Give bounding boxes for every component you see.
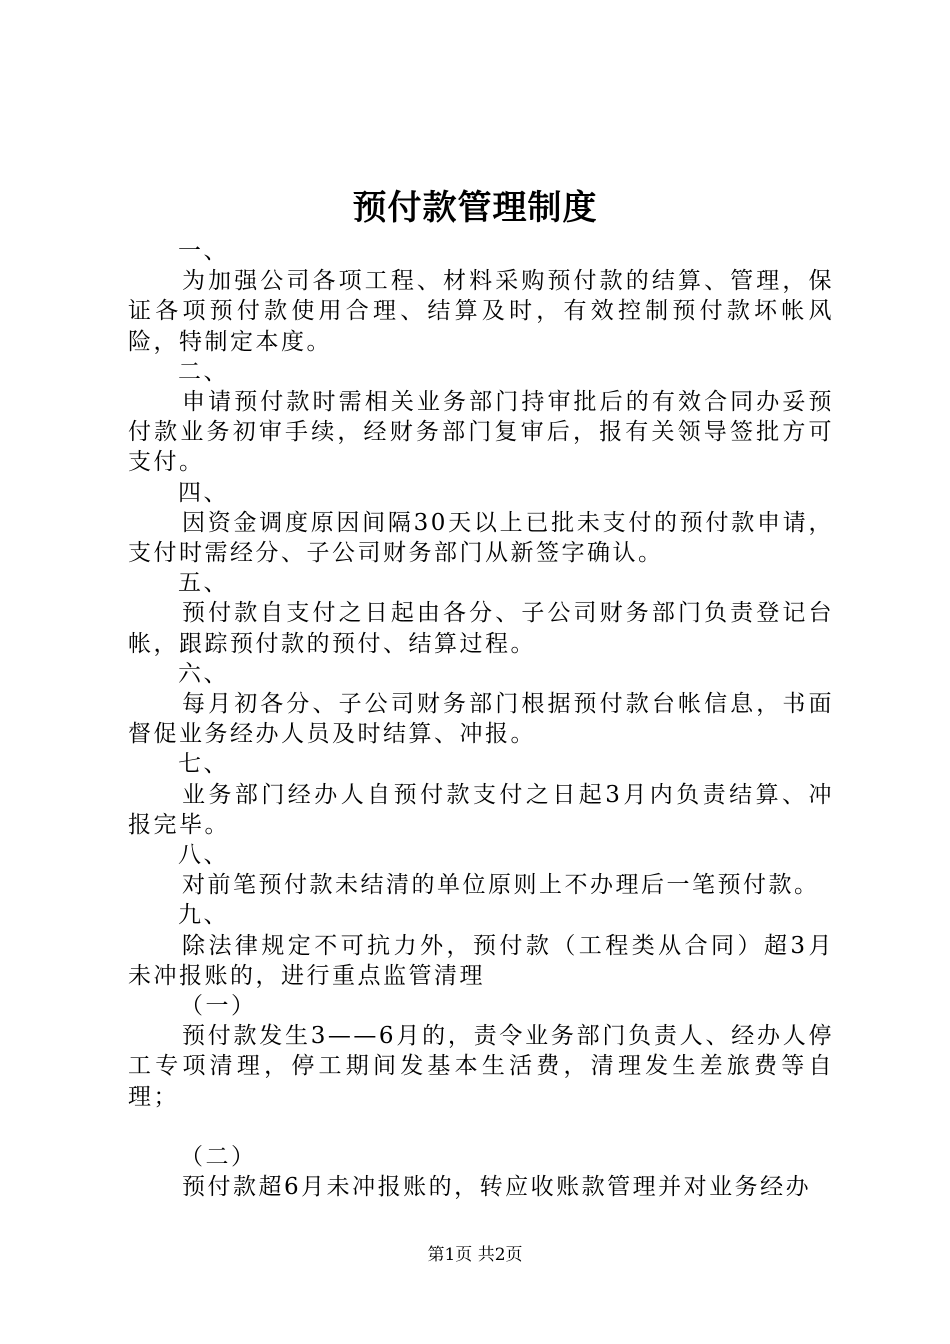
section-number: 一、	[178, 238, 229, 264]
section-paragraph: 为加强公司各项工程、材料采购预付款的结算、管理，保证各项预付款使用合理、结算及时，有效控制预付款坏帐风险，特制定本度。	[128, 268, 834, 355]
section-number: 四、	[178, 479, 229, 506]
section-paragraph: 对前笔预付款未结清的单位原则上不办理后一笔预付款。	[182, 872, 820, 899]
section-paragraph: 申请预付款时需相关业务部门持审批后的有效合同办妥预付款业务初审手续，经财务部门复审后，报有关领导签批方可支付。	[128, 389, 834, 476]
subsection-paragraph: 预付款发生3——6月的，责令业务部门负责人、经办人停工专项清理，停工期间发基本生活费，清理发生差旅费等自理；	[128, 1023, 834, 1110]
section-paragraph: 因资金调度原因间隔30天以上已批未支付的预付款申请，支付时需经分、子公司财务部门从新签字确认。	[128, 509, 834, 567]
subsection-number: （一）	[180, 993, 257, 1020]
document-body	[128, 236, 834, 1202]
subsection-paragraph: 预付款超6月未冲报账的，转应收账款管理并对业务经办	[182, 1174, 812, 1201]
section-paragraph: 预付款自支付之日起由各分、子公司财务部门负责登记台帐，跟踪预付款的预付、结算过程。	[128, 600, 834, 657]
page-title: 预付款管理制度	[352, 188, 598, 228]
page-footer: 第1页 共2页	[427, 1245, 523, 1265]
section-number: 七、	[178, 751, 229, 778]
subsection-number: （二）	[180, 1143, 257, 1170]
section-number: 九、	[178, 902, 229, 929]
section-paragraph: 业务部门经办人自预付款支付之日起3月内负责结算、冲报完毕。	[128, 781, 834, 838]
section-number: 五、	[178, 570, 229, 597]
section-paragraph: 每月初各分、子公司财务部门根据预付款台帐信息，书面督促业务经办人员及时结算、冲报。	[128, 691, 834, 748]
section-paragraph: 除法律规定不可抗力外，预付款（工程类从合同）超3月未冲报账的，进行重点监管清理	[128, 932, 834, 989]
section-number: 六、	[178, 660, 229, 687]
section-number: 八、	[178, 842, 229, 869]
section-number: 二、	[178, 358, 229, 385]
